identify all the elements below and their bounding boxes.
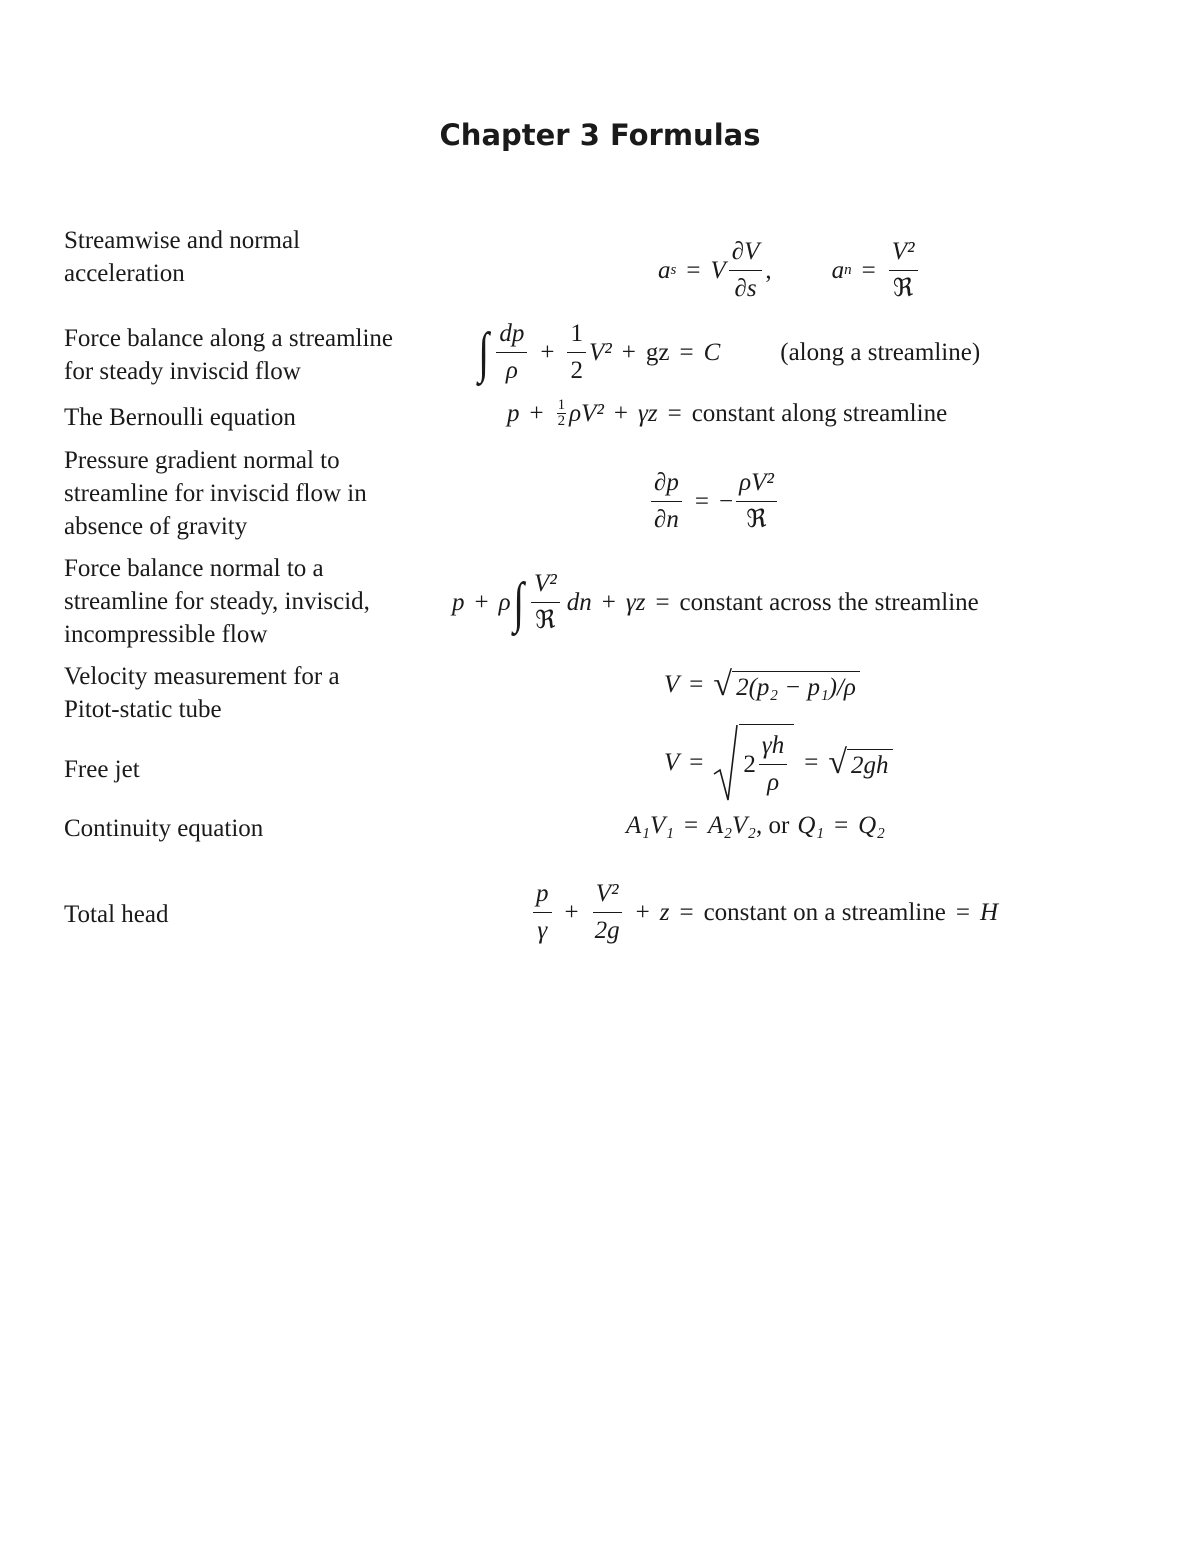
- page-title: Chapter 3 Formulas: [439, 118, 761, 152]
- formula-pitot-velocity: V = √ 2(p₂ − p₁)/ρ: [664, 668, 860, 702]
- formula-label: Continuity equation: [64, 815, 264, 842]
- square-root: √ 2gh: [828, 746, 892, 780]
- formula-bernoulli: p + $\frac{1}{2}$ ρV² + γz = constant along streamline: [507, 397, 948, 429]
- formula-label: Streamwise and normal acceleration: [64, 227, 301, 287]
- radical-sign-icon: [713, 724, 739, 802]
- formula-label: Free jet: [64, 756, 140, 783]
- formula-label: The Bernoulli equation: [64, 404, 296, 431]
- formula-label: Force balance normal to a streamline for steady, inviscid, incompressible flow: [64, 555, 370, 648]
- square-root: √ 2(p₂ − p₁)/ρ: [713, 668, 860, 702]
- square-root: 2 $\frac{\gamma h}{\rho}$: [713, 724, 794, 802]
- formula-total-head: $\frac{p}{\gamma}$ + $\frac{\text{V²}}{2g}$ + z = constant on a streamline = H: [530, 878, 998, 947]
- formula-force-balance-streamline: ∫ $\frac{dp}{\rho}$ + $\frac{1}{2}$ V² + gz = C (along a streamline): [478, 320, 981, 384]
- formula-label: Velocity measurement for a Pitot-static tube: [64, 663, 340, 723]
- formula-continuity: A₁V₁ = A₂V₂ , or Q₁ = Q₂: [626, 812, 885, 839]
- formula-label: Total head: [64, 901, 169, 928]
- formula-force-balance-normal: p + ρ ∫ $\frac{\text{V²}}{\text{ℜ}}$ dn + γz = constant across the streamline: [452, 570, 979, 634]
- formula-free-jet: V = 2 $\frac{\gamma h}{\rho}$ = √ 2gh: [664, 724, 893, 802]
- formula-label: Pressure gradient normal to streamline for inviscid flow in absence of gravity: [64, 447, 367, 540]
- formula-label: Force balance along a streamline for steady inviscid flow: [64, 325, 394, 385]
- formula-acceleration: a s = V $\frac{\partial V}{\partial s}$ , a n = $\frac{\text{V²}}{\text{ℜ}}$: [658, 236, 921, 305]
- formula-pressure-gradient: $\frac{\partial p}{\partial n}$ = − $\frac{\text{ρV²}}{\text{ℜ}}$: [648, 467, 780, 536]
